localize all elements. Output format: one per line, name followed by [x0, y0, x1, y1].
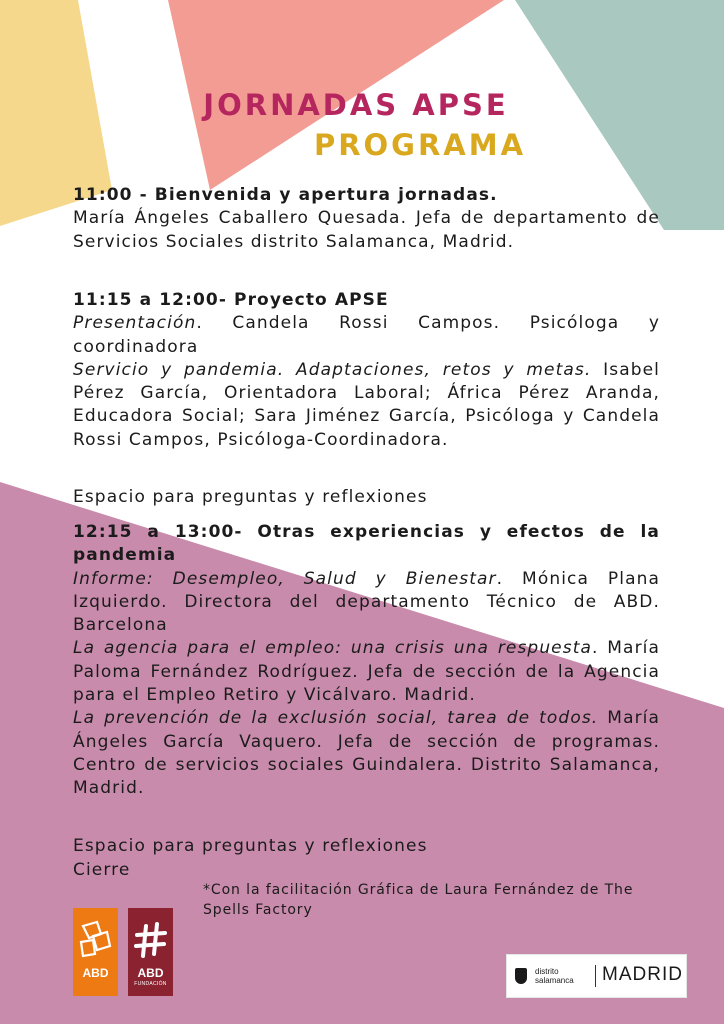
questions-space: Espacio para preguntas y reflexiones — [73, 487, 428, 507]
abd-logo — [73, 908, 118, 996]
abd-fundacion-logo — [128, 908, 173, 996]
district-line1: distrito — [535, 967, 559, 976]
hashtag-icon — [134, 920, 167, 960]
talk-title: Presentación — [73, 313, 197, 334]
session-heading: 11:15 a 12:00- Proyecto APSE — [73, 290, 389, 310]
abd-fundacion-text: ABD — [137, 966, 164, 980]
session-apse — [73, 289, 660, 452]
abd-fundacion-subtext: FUNDACIÓN — [134, 981, 167, 987]
madrid-shield-icon — [515, 968, 527, 984]
madrid-logo — [506, 954, 687, 998]
logo-divider — [595, 965, 596, 987]
madrid-wordmark: MADRID — [602, 964, 683, 985]
talk-agencia — [73, 637, 660, 707]
talk-speaker: . Candela Rossi Campos. Psicóloga y coordinadora — [73, 313, 660, 357]
talk-informe — [73, 568, 660, 638]
page-subtitle: PROGRAMA — [313, 128, 527, 162]
district-line2: salamanca — [535, 976, 574, 985]
credit-note: *Con la facilitación Gráfica de Laura Fernández de The Spells Factory — [203, 882, 634, 918]
session-heading: 12:15 a 13:00- Otras experiencias y efectos de la pandemia — [73, 522, 660, 566]
abd-puzzle-icon — [79, 920, 112, 960]
talk-speaker: Isabel Pérez García, Orientadora Laboral; África Pérez Aranda, Educadora Social; Sara Jiménez García, Psicóloga y Candela Rossi Campos, Psicóloga-Coordinadora. — [73, 359, 661, 450]
talk-title: Informe: Desempleo, Salud y Bienestar — [73, 568, 497, 589]
talk-title: Servicio y pandemia. Adaptaciones, retos y metas. — [73, 359, 592, 380]
session-speaker: María Ángeles Caballero Quesada. Jefa de departamento de Servicios Sociales distrito Salamanca, Madrid. — [73, 208, 660, 252]
session-experiences — [73, 521, 660, 801]
session-heading: 11:00 - Bienvenida y apertura jornadas. — [73, 185, 498, 205]
talk-speaker: . María Paloma Fernández Rodríguez. Jefa de sección de la Agencia para el Empleo Retiro y Vicálvaro. Madrid. — [73, 638, 661, 706]
talk-title: La agencia para el empleo: una crisis una respuesta — [73, 638, 592, 659]
madrid-district-label — [535, 967, 574, 985]
closing: Cierre — [73, 860, 131, 880]
talk-pandemia — [73, 359, 660, 452]
talk-speaker: María Ángeles García Vaquero. Jefa de sección de programas. Centro de servicios sociales Guindalera. Distrito Salamanca, Madrid. — [73, 708, 661, 799]
page-title: JORNADAS APSE — [203, 88, 509, 122]
talk-title: La prevención de la exclusión social, tarea de todos. — [73, 708, 599, 729]
talk-prevencion — [73, 707, 660, 800]
abd-logo-text: ABD — [82, 966, 109, 980]
talk-presentation — [73, 312, 660, 359]
session-welcome — [73, 184, 660, 254]
questions-space: Espacio para preguntas y reflexiones — [73, 836, 428, 856]
talk-speaker: . Mónica Plana Izquierdo. Directora del departamento Técnico de ABD. Barcelona — [73, 568, 660, 636]
